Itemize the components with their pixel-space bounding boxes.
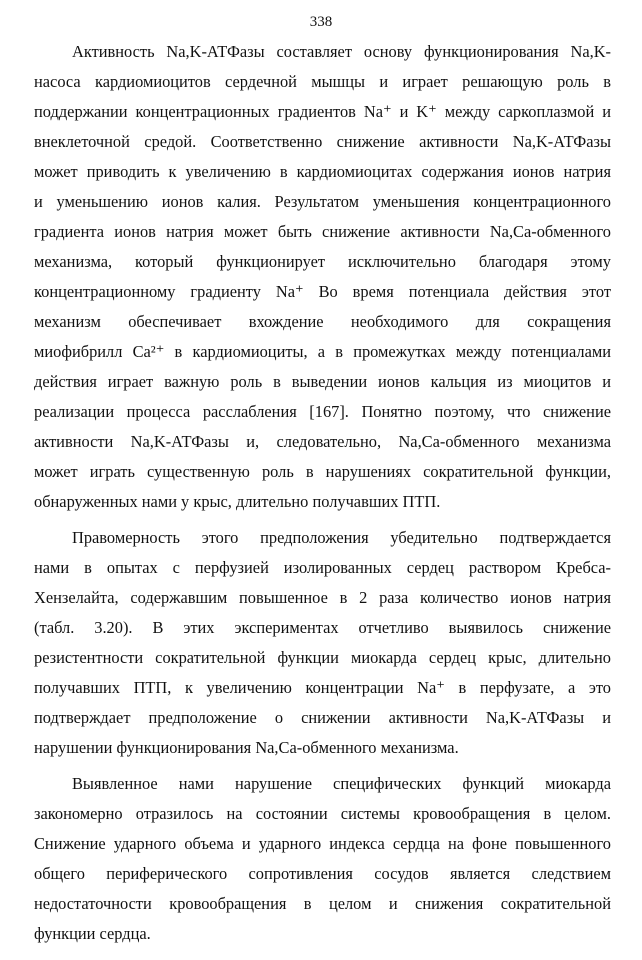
text-line: поддержании концентрационных градиентов Na⁺ и K⁺ между саркоплазмой и [34,102,611,121]
text-line: может играть существенную роль в нарушениях сократительной функции, [34,462,611,481]
text-line: подтверждает предположение о снижении активности Na,K-АТФазы и [34,708,611,727]
text-line: насоса кардиомиоцитов сердечной мышцы и играет решающую роль в [34,72,611,91]
text-line: реализации процесса расслабления [167]. Понятно поэтому, что снижение [34,402,611,421]
text-line: Снижение ударного объема и ударного индекса сердца на фоне повышенного [34,834,611,853]
text-line: миофибрилл Ca²⁺ в кардиомиоциты, а в промежутках между потенциалами [34,342,611,361]
text-line: активности Na,K-АТФазы и, следовательно, Na,Ca-обменного механизма [34,432,611,451]
text-line: действия играет важную роль в выведении ионов кальция из миоцитов и [34,372,611,391]
text-line: функции сердца. [34,924,151,943]
text-line: общего периферического сопротивления сосудов является следствием [34,864,611,883]
paragraph-2 [34,523,611,763]
text-line: градиента ионов натрия может быть снижение активности Na,Ca-обменного [34,222,611,241]
text-line: Правомерность этого предположения убедительно подтверждается [72,528,611,547]
text-line: механизм обеспечивает вхождение необходимого для сокращения [34,312,611,331]
text-line: может приводить к увеличению в кардиомиоцитах содержания ионов натрия [34,162,611,181]
text-line: Выявленное нами нарушение специфических функций миокарда [72,774,611,793]
paragraph-1 [34,37,611,517]
paragraph-3 [34,769,611,949]
text-line: закономерно отразилось на состоянии системы кровообращения в целом. [34,804,611,823]
text-line: резистентности сократительной функции миокарда сердец крыс, длительно [34,648,611,667]
text-line: нами в опытах с перфузией изолированных сердец раствором Кребса- [34,558,611,577]
text-line: внеклеточной средой. Соответственно снижение активности Na,K-АТФазы [34,132,611,151]
text-line: Хензелайта, содержавшим повышенное в 2 раза количество ионов натрия [34,588,611,607]
text-line: недостаточности кровообращения в целом и снижения сократительной [34,894,611,913]
text-line: и уменьшению ионов калия. Результатом уменьшения концентрационного [34,192,611,211]
text-line: обнаруженных нами у крыс, длительно получавших ПТП. [34,492,441,511]
text-line: концентрационному градиенту Na⁺ Во время потенциала действия этот [34,282,611,301]
text-line: получавших ПТП, к увеличению концентрации Na⁺ в перфузате, а это [34,678,611,697]
text-line: (табл. 3.20). В этих экспериментах отчетливо выявилось снижение [34,618,611,637]
page-body [34,37,611,949]
text-line: нарушении функционирования Na,Ca-обменного механизма. [34,738,459,757]
text-line: Активность Na,K-АТФазы составляет основу функционирования Na,K- [72,42,611,61]
page-number: 338 [309,14,333,30]
text-line: механизма, который функционирует исключительно благодаря этому [34,252,611,271]
